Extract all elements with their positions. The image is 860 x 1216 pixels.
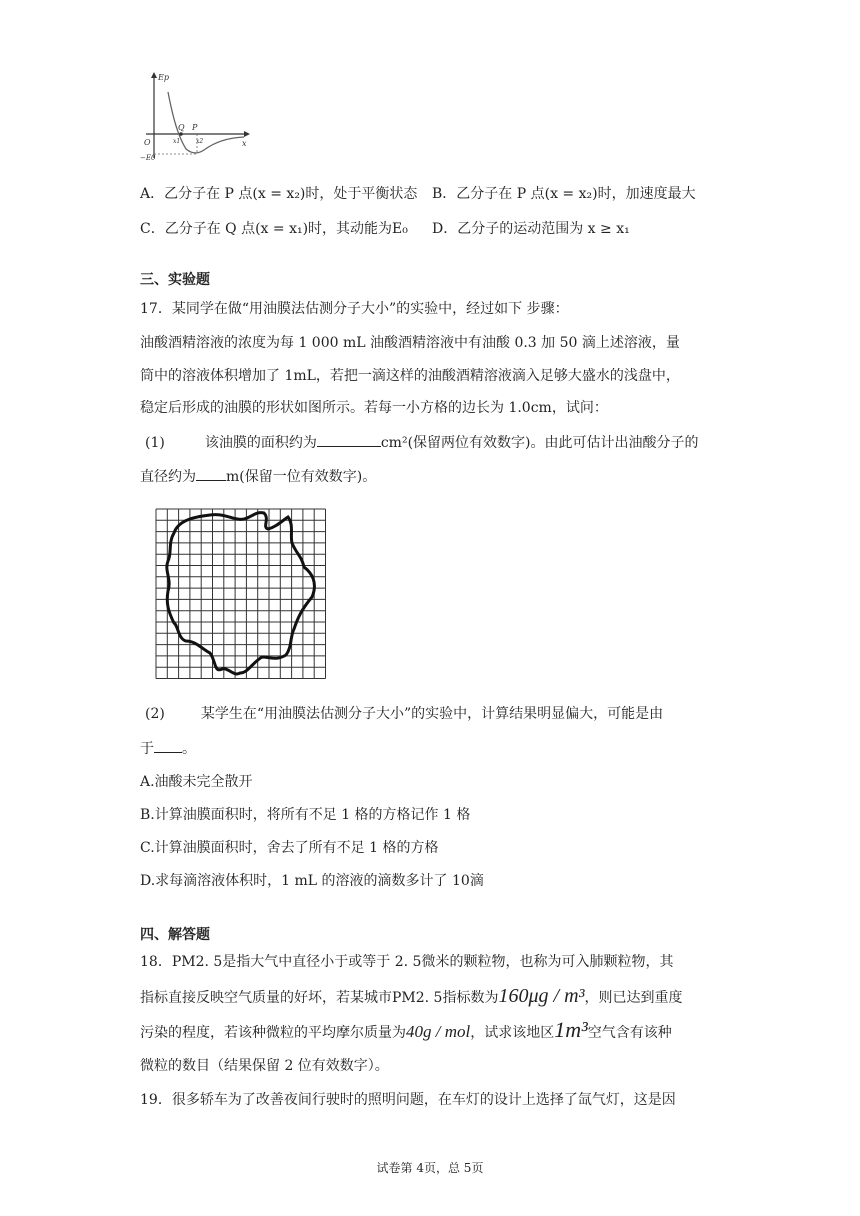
q17-area-blank[interactable] [317, 432, 381, 447]
q18-line2-text-a: 指标直接反映空气质量的好坏，若某城市PM2. 5指标数为 [140, 990, 499, 1006]
q18-line4: 微粒的数目（结果保留 2 位有效数字）。 [140, 1058, 389, 1074]
q17-part2 [145, 704, 663, 724]
point-q-marker [179, 132, 183, 136]
q18-line3-text-a: 污染的程度，若该种微粒的平均摩尔质量为 [140, 1025, 406, 1041]
q17-part1-line2 [140, 466, 376, 487]
q17-part1-text-d: m(保留一位有效数字)。 [226, 469, 377, 485]
graph-p-label: P [192, 123, 198, 132]
q17-part1-text-c: 直径约为 [140, 469, 196, 485]
q17-part2-text-b: 于 [140, 741, 154, 757]
q17-part1-text-a: 该油膜的面积约为 [204, 435, 317, 451]
q17-line3: 筒中的溶液体积增加了 1mL，若把一滴这样的油酸酒精溶液滴入足够大盛水的浅盘中， [140, 368, 680, 384]
q18-line2-text-b: ，则已达到重度 [584, 990, 683, 1006]
q18-line1: 18．PM2. 5是指大气中直径小于或等于 2. 5微米的颗粒物，也称为可入肺颗粒物，其 [140, 954, 674, 970]
grid-lines [156, 509, 326, 679]
q17-part1 [145, 432, 699, 453]
q17-reason-blank[interactable] [154, 738, 182, 753]
oil-film-grid-figure [152, 505, 332, 685]
q17-option-b: B.计算油膜面积时，将所有不足 1 格的方格记作 1 格 [140, 807, 471, 823]
q18-molar-mass: 40g / mol [406, 1022, 471, 1041]
q17-line1: 17．某同学在做“用油膜法估测分子大小”的实验中，经过如下 步骤： [140, 301, 569, 317]
q17-part2-number: (2) [145, 706, 165, 722]
section4-heading: 四、解答题 [140, 927, 210, 943]
q17-option-d: D.求每滴溶液体积时，1 mL 的溶液的滴数多计了 10滴 [140, 873, 484, 889]
q17-option-c: C.计算油膜面积时，舍去了所有不足 1 格的方格 [140, 840, 439, 856]
q17-option-a: A.油酸未完全散开 [140, 774, 253, 790]
q16-option-c: C．乙分子在 Q 点(x = x₁)时，其动能为E₀ [140, 221, 408, 237]
graph-x2-label: x2 [196, 138, 204, 145]
graph-x1-label: x1 [173, 138, 181, 145]
y-axis-arrow [151, 72, 157, 78]
q17-part2-text-a: 某学生在“用油膜法估测分子大小”的实验中，计算结果明显偏大，可能是由 [200, 706, 664, 722]
graph-q-label: Q [178, 123, 185, 132]
q18-line3-text-c: 空气含有该种 [587, 1025, 672, 1041]
graph-y-label: Ep [158, 73, 169, 82]
q16-option-b: B．乙分子在 P 点(x = x₂)时，加速度最大 [432, 186, 696, 202]
q17-part1-number: (1) [145, 435, 165, 451]
q17-line4: 稳定后形成的油膜的形状如图所示。若每一小方格的边长为 1.0cm，试问： [140, 400, 608, 416]
q16-option-a: A．乙分子在 P 点(x = x₂)时，处于平衡状态 [140, 186, 418, 202]
q17-diameter-blank[interactable] [196, 466, 226, 481]
page-footer: 试卷第 4页，总 5页 [376, 1161, 484, 1175]
q19-line1: 19．很多轿车为了改善夜间行驶时的照明问题，在车灯的设计上选择了氙气灯，这是因 [140, 1092, 676, 1108]
q18-line2 [140, 986, 683, 1008]
q18-line3-text-b: ，试求该地区 [470, 1025, 555, 1041]
q16-option-d: D．乙分子的运动范围为 x ≥ x₁ [432, 221, 630, 237]
oil-film-outline [167, 513, 315, 674]
q17-part2-line2 [140, 738, 196, 759]
q17-part2-text-c: 。 [182, 741, 196, 757]
graph-origin-label: O [144, 138, 151, 147]
graph-x-label: x [242, 139, 247, 148]
section3-heading: 三、实验题 [140, 272, 210, 288]
q18-volume: 1m³ [554, 1017, 588, 1042]
x-axis-arrow [244, 131, 250, 137]
graph-neg-e0-label: −E0 [140, 154, 156, 162]
q17-line2: 油酸酒精溶液的浓度为每 1 000 mL 油酸酒精溶液中有油酸 0.3 加 50 滴上述溶液，量 [140, 335, 680, 351]
q18-line3 [140, 1017, 672, 1043]
potential-energy-graph [140, 70, 255, 165]
q17-part1-text-b: cm²(保留两位有效数字)。由此可估计出油酸分子的 [380, 435, 699, 451]
q18-pm-value: 160μg / m³ [498, 985, 585, 1007]
